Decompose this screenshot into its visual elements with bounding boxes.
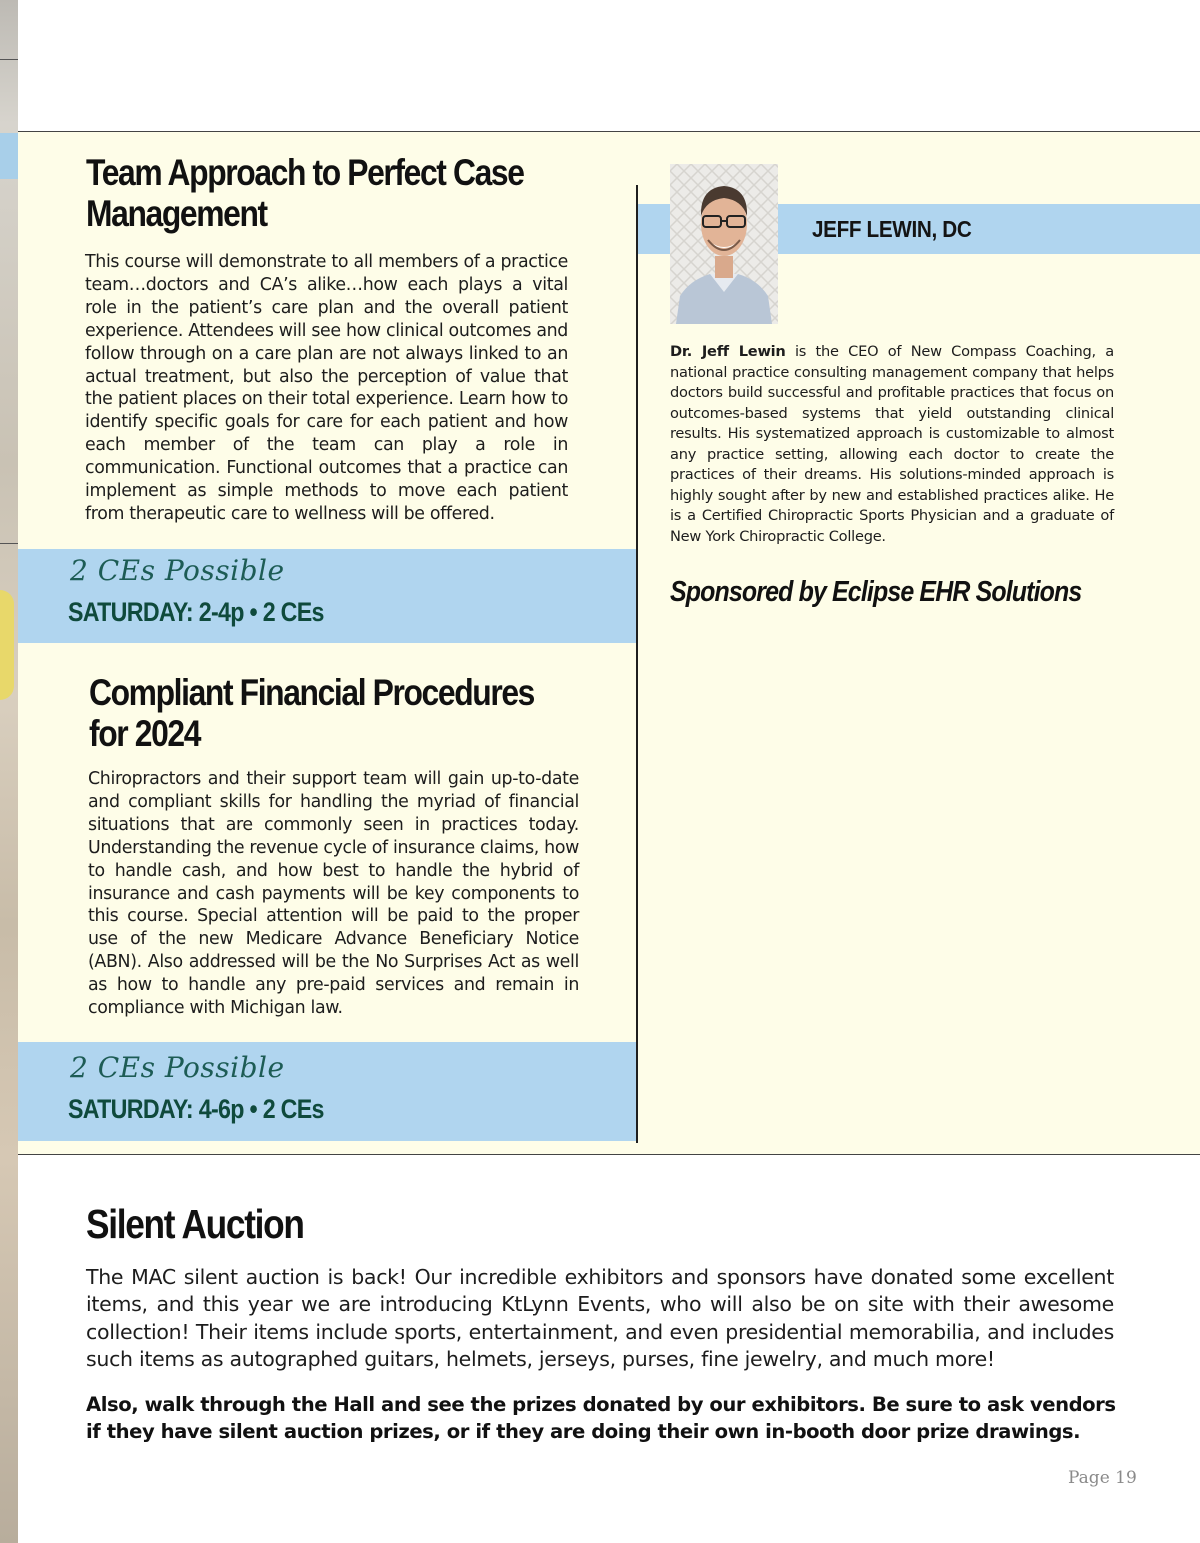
- course-title-2: [89, 672, 571, 754]
- sponsor-line: Sponsored by Eclipse EHR Solutions: [670, 576, 1082, 608]
- course-title-1: [86, 152, 568, 234]
- auction-note: Also, walk through the Hall and see the prizes donated by our exhibitors. Be sure to ask vendors if they have silent auction prizes, or if they are doing their own in-booth door prize drawings.: [86, 1393, 1116, 1444]
- speaker-bio-name: Dr. Jeff Lewin: [670, 343, 786, 360]
- course-description-1: This course will demonstrate to all members of a practice team…doctors and CA’s alike…how each plays a vital role in the patient’s care plan and the overall patient experience. Attendees will see how clinical outcomes and follow through on a care plan are not always linked to an actual treatment, but also the perception of value that the patient places on their total experience. Learn how to identify specific goals for care for each patient and how each member of the team can play a role in communication. Functional outcomes that a practice can implement as simple methods to move each patient from therapeutic care to wellness will be offered.: [85, 252, 568, 524]
- course-title-line: for 2024: [89, 713, 201, 754]
- session-time-label: SATURDAY: 2-4p • 2 CEs: [68, 597, 324, 627]
- section-title-silent-auction: Silent Auction: [86, 1201, 304, 1247]
- session-time-label: SATURDAY: 4-6p • 2 CEs: [68, 1094, 324, 1124]
- left-edge-photo-strip: [0, 0, 18, 1543]
- course-title-line: Management: [86, 193, 267, 234]
- course-description-2: Chiropractors and their support team will gain up-to-date and compliant skills for handling the myriad of financial situations that are commonly seen in practices today. Understanding the revenue cycle of insurance claims, how to handle cash, and how best to handle the hybrid of insurance and cash payments will be key components to this course. Special attention will be paid to the proper use of the new Medicare Advance Beneficiary Notice (ABN). Also addressed will be the No Surprises Act as well as how to handle any pre-paid services and remain in compliance with Michigan law.: [88, 769, 579, 1019]
- speaker-photo: [670, 164, 778, 324]
- course-title-line: Team Approach to Perfect Case: [86, 152, 524, 193]
- column-divider: [636, 185, 638, 1143]
- speaker-name: JEFF LEWIN, DC: [812, 216, 972, 242]
- page-number: Page 19: [1068, 1468, 1137, 1488]
- edge-rule: [0, 59, 18, 60]
- course-title-line: Compliant Financial Procedures: [89, 672, 534, 713]
- edge-yellow-accent: [0, 590, 14, 700]
- ce-possible-label: 2 CEs Possible: [70, 554, 285, 587]
- auction-description: The MAC silent auction is back! Our incredible exhibitors and sponsors have donated some excellent items, and this year we are introducing KtLynn Events, who will also be on site with their awesome collection! Their items include sports, entertainment, and even presidential memorabilia, and includes such items as autographed guitars, helmets, jerseys, purses, fine jewelry, and much more!: [86, 1265, 1114, 1372]
- ce-possible-label: 2 CEs Possible: [70, 1051, 285, 1084]
- edge-blue-accent: [0, 133, 18, 179]
- speaker-bio-text: is the CEO of New Compass Coaching, a national practice consulting management company that helps doctors build successful and profitable practices that focus on outcomes-based systems that yield outstanding clinical results. His systematized approach is customizable to almost any practice setting, allowing each doctor to create the practices of their dreams. His solutions-minded approach is highly sought after by new and established practices alike. He is a Certified Chiropractic Sports Physician and a graduate of New York Chiropractic College.: [670, 343, 1114, 545]
- speaker-bio: [670, 342, 1114, 547]
- edge-rule: [0, 543, 18, 544]
